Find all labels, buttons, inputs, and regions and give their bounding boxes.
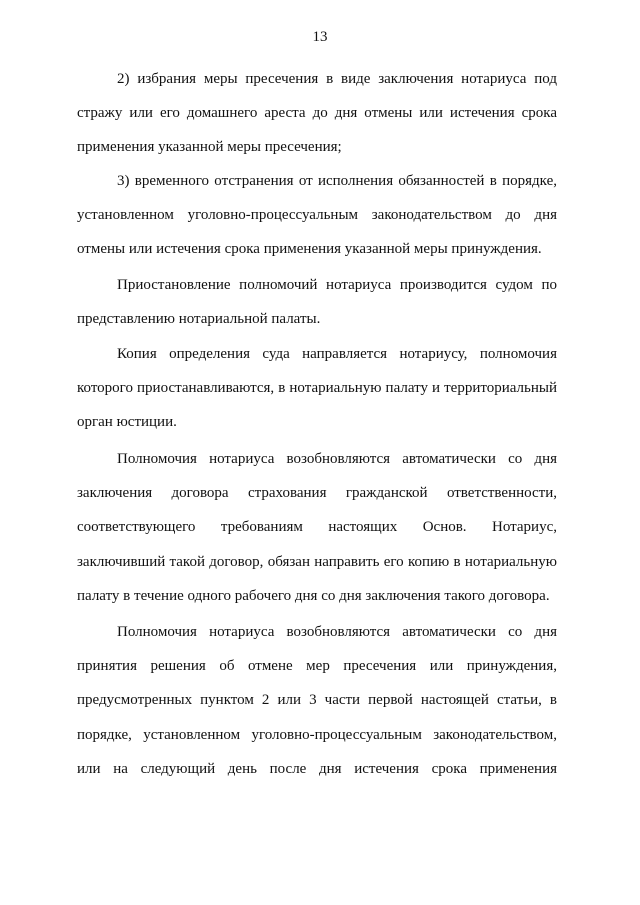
paragraph-line: принятия решения об отмене мер пресечения или принуждения, [77, 658, 557, 675]
paragraph-line: Приостановление полномочий нотариуса производится судом по [117, 277, 557, 293]
paragraph-line: Полномочия нотариуса возобновляются автоматически со дня [117, 451, 557, 467]
paragraph-line: 3) временного отстранения от исполнения обязанностей в порядке, [117, 173, 557, 189]
paragraph-line: Копия определения суда направляется нотариусу, полномочия [117, 346, 557, 362]
paragraph-line: отмены или истечения срока применения указанной меры принуждения. [77, 241, 542, 258]
paragraph-2 [77, 164, 557, 267]
paragraph-5 [77, 442, 557, 613]
paragraph-4 [77, 337, 557, 440]
paragraph-line: стражу или его домашнего ареста до дня отмены или истечения срока [77, 105, 557, 122]
paragraph-line: установленном уголовно-процессуальным законодательством до дня [77, 207, 557, 224]
paragraph-line: орган юстиции. [77, 414, 177, 431]
paragraph-line: применения указанной меры пресечения; [77, 139, 342, 156]
paragraph-1 [77, 62, 557, 165]
paragraph-line: заключения договора страхования гражданской ответственности, [77, 485, 557, 502]
paragraph-line: палату в течение одного рабочего дня со дня заключения такого договора. [77, 587, 550, 604]
paragraph-line: заключивший такой договор, обязан направить его копию в нотариальную [77, 553, 557, 570]
paragraph-line: соответствующего требованиям настоящих Основ. Нотариус, [77, 519, 557, 536]
paragraph-3 [77, 268, 557, 336]
paragraph-line: 2) избрания меры пресечения в виде заключения нотариуса под [117, 71, 557, 87]
paragraph-line: порядке, установленном уголовно-процессуальным законодательством, [77, 726, 557, 743]
paragraph-line: представлению нотариальной палаты. [77, 311, 321, 328]
paragraph-6 [77, 615, 557, 786]
paragraph-line: Полномочия нотариуса возобновляются автоматически со дня [117, 624, 557, 640]
paragraph-line: которого приостанавливаются, в нотариальную палату и территориальный [77, 380, 557, 397]
page-number: 13 [312, 29, 328, 45]
paragraph-line: предусмотренных пунктом 2 или 3 части первой настоящей статьи, в [77, 692, 557, 709]
paragraph-line: или на следующий день после дня истечения срока применения [77, 760, 557, 777]
